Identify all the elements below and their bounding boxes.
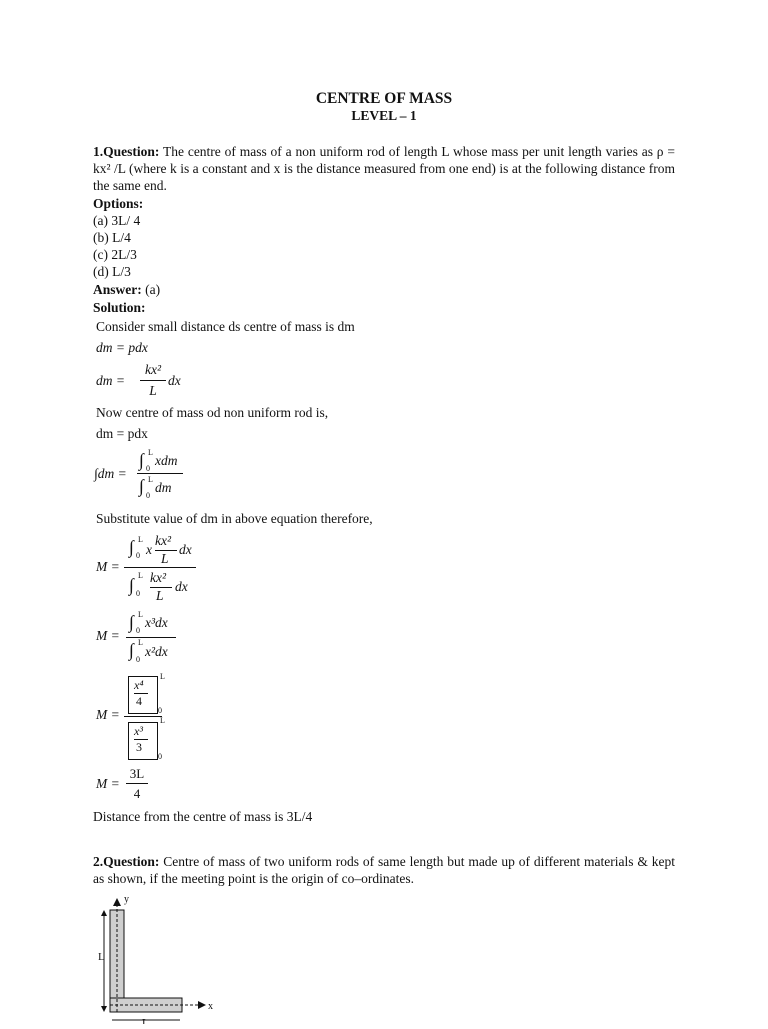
equation-4-dx-top: dx <box>179 542 192 557</box>
page-title: CENTRE OF MASS <box>315 90 453 107</box>
conclusion: Distance from the centre of mass is 3L/4 <box>93 809 313 824</box>
equation-7-lhs: M = <box>96 776 120 791</box>
x-axis-label: x <box>208 1001 213 1012</box>
limit-lower: 0 <box>158 752 162 761</box>
rod-length-label-bottom: L <box>142 1017 149 1024</box>
equation-2-numerator: kx² <box>144 362 162 377</box>
integral-lower-limit: 0 <box>136 655 140 664</box>
integral-lower-limit: 0 <box>136 551 140 560</box>
equation-2-dx: dx <box>168 373 181 388</box>
option-a: (a) 3L/ 4 <box>93 213 141 228</box>
fraction-bar <box>137 473 183 474</box>
equation-3-lhs: ∫dm = <box>94 466 127 481</box>
bracket <box>128 722 158 760</box>
question-2 <box>93 853 675 887</box>
solution-line-3: dm = pdx <box>96 426 148 441</box>
integral-upper-limit: L <box>148 448 153 457</box>
equation-3-denominator: dm <box>155 480 172 495</box>
question-1 <box>93 143 675 194</box>
solution-label: Solution: <box>93 300 146 315</box>
fraction-bar <box>126 637 176 638</box>
equation-4-x: x <box>146 542 152 557</box>
fraction-bar <box>124 567 196 568</box>
integral-sign: ∫ <box>129 640 134 660</box>
level-heading: LEVEL – 1 <box>351 108 417 123</box>
limit-lower: 0 <box>158 706 162 715</box>
equation-5-denominator: x²dx <box>145 644 168 659</box>
limit-upper: L <box>160 716 165 725</box>
question-2-text: Centre of mass of two uniform rods of same length but made up of different materials & kept as shown, if the meeting point is the origin of co–ordinates. <box>93 854 675 886</box>
integral-lower-limit: 0 <box>146 491 150 500</box>
equation-4-dx-bottom: dx <box>175 579 188 594</box>
integral-sign: ∫ <box>139 450 144 470</box>
y-axis-arrow-icon <box>113 898 121 906</box>
equation-4-L-top: L <box>161 551 169 566</box>
equation-4-lhs: M = <box>96 559 120 574</box>
equation-4-L-bottom: L <box>156 588 164 603</box>
integral-lower-limit: 0 <box>136 626 140 635</box>
limit-upper: L <box>160 672 165 681</box>
equation-5-fraction <box>126 610 176 666</box>
equation-7-numerator: 3L <box>129 766 145 781</box>
equation-3-numerator: xdm <box>155 453 178 468</box>
integral-sign: ∫ <box>139 476 144 496</box>
integral-upper-limit: L <box>148 475 153 484</box>
option-c: (c) 2L/3 <box>93 247 137 262</box>
integral-upper-limit: L <box>138 610 143 619</box>
integral-upper-limit: L <box>138 535 143 544</box>
equation-4-kx2-top: kx² <box>155 533 172 548</box>
equation-6-denominator: x³ <box>134 724 143 738</box>
x-axis-arrow-icon <box>198 1001 206 1009</box>
dimension-arrow-icon <box>101 1006 107 1012</box>
option-d: (d) L/3 <box>93 264 131 279</box>
equation-6-fraction <box>124 672 168 764</box>
rods-figure <box>92 892 222 1024</box>
question-1-text: The centre of mass of a non uniform rod of length L whose mass per unit length varies as ρ = kx² /L (where k is a constant and x is the distance measured from one end) is at the following distance from the same end. <box>93 144 675 193</box>
equation-6-den-den: 3 <box>136 740 142 754</box>
solution-line-4: Substitute value of dm in above equation therefore, <box>96 511 373 526</box>
integral-lower-limit: 0 <box>136 589 140 598</box>
answer-label: Answer: <box>93 282 142 297</box>
integral-upper-limit: L <box>138 571 143 580</box>
integral-lower-limit: 0 <box>146 464 150 473</box>
integral-sign: ∫ <box>129 612 134 632</box>
equation-2-lhs: dm = <box>96 373 125 388</box>
answer-value: (a) <box>145 282 161 297</box>
equation-5-numerator: x³dx <box>145 615 168 630</box>
solution-line-2: Now centre of mass od non uniform rod is, <box>96 405 329 420</box>
answer-line <box>93 281 160 298</box>
integral-sign: ∫ <box>129 575 134 595</box>
fraction-bar <box>124 716 162 717</box>
rods-diagram <box>92 892 222 1024</box>
question-2-label: 2.Question: <box>93 854 160 869</box>
equation-4-kx2-bottom: kx² <box>150 570 167 585</box>
equation-7-fraction <box>126 766 148 802</box>
equation-7-denominator: 4 <box>133 786 141 801</box>
equation-dm-pdx: dm = pdx <box>96 340 148 355</box>
dimension-arrow-icon <box>101 910 107 916</box>
question-1-label: 1.Question: <box>93 144 160 159</box>
equation-2-fraction <box>140 362 166 400</box>
equation-6-lhs: M = <box>96 707 120 722</box>
rod-length-label: L <box>98 951 105 963</box>
solution-line-1: Consider small distance ds centre of mass is dm <box>96 319 355 334</box>
fraction-bar <box>140 380 166 381</box>
option-b: (b) L/4 <box>93 230 131 245</box>
equation-3-fraction <box>137 448 183 500</box>
equation-5-lhs: M = <box>96 628 120 643</box>
options-label: Options: <box>93 196 144 211</box>
y-axis-label: y <box>124 894 129 905</box>
equation-2-denominator: L <box>149 383 157 398</box>
equation-6-numerator: x⁴ <box>134 678 144 692</box>
equation-4-fraction <box>124 533 196 605</box>
integral-sign: ∫ <box>129 537 134 557</box>
fraction-bar <box>126 783 148 784</box>
integral-upper-limit: L <box>138 638 143 647</box>
equation-6-num-den: 4 <box>136 694 142 708</box>
